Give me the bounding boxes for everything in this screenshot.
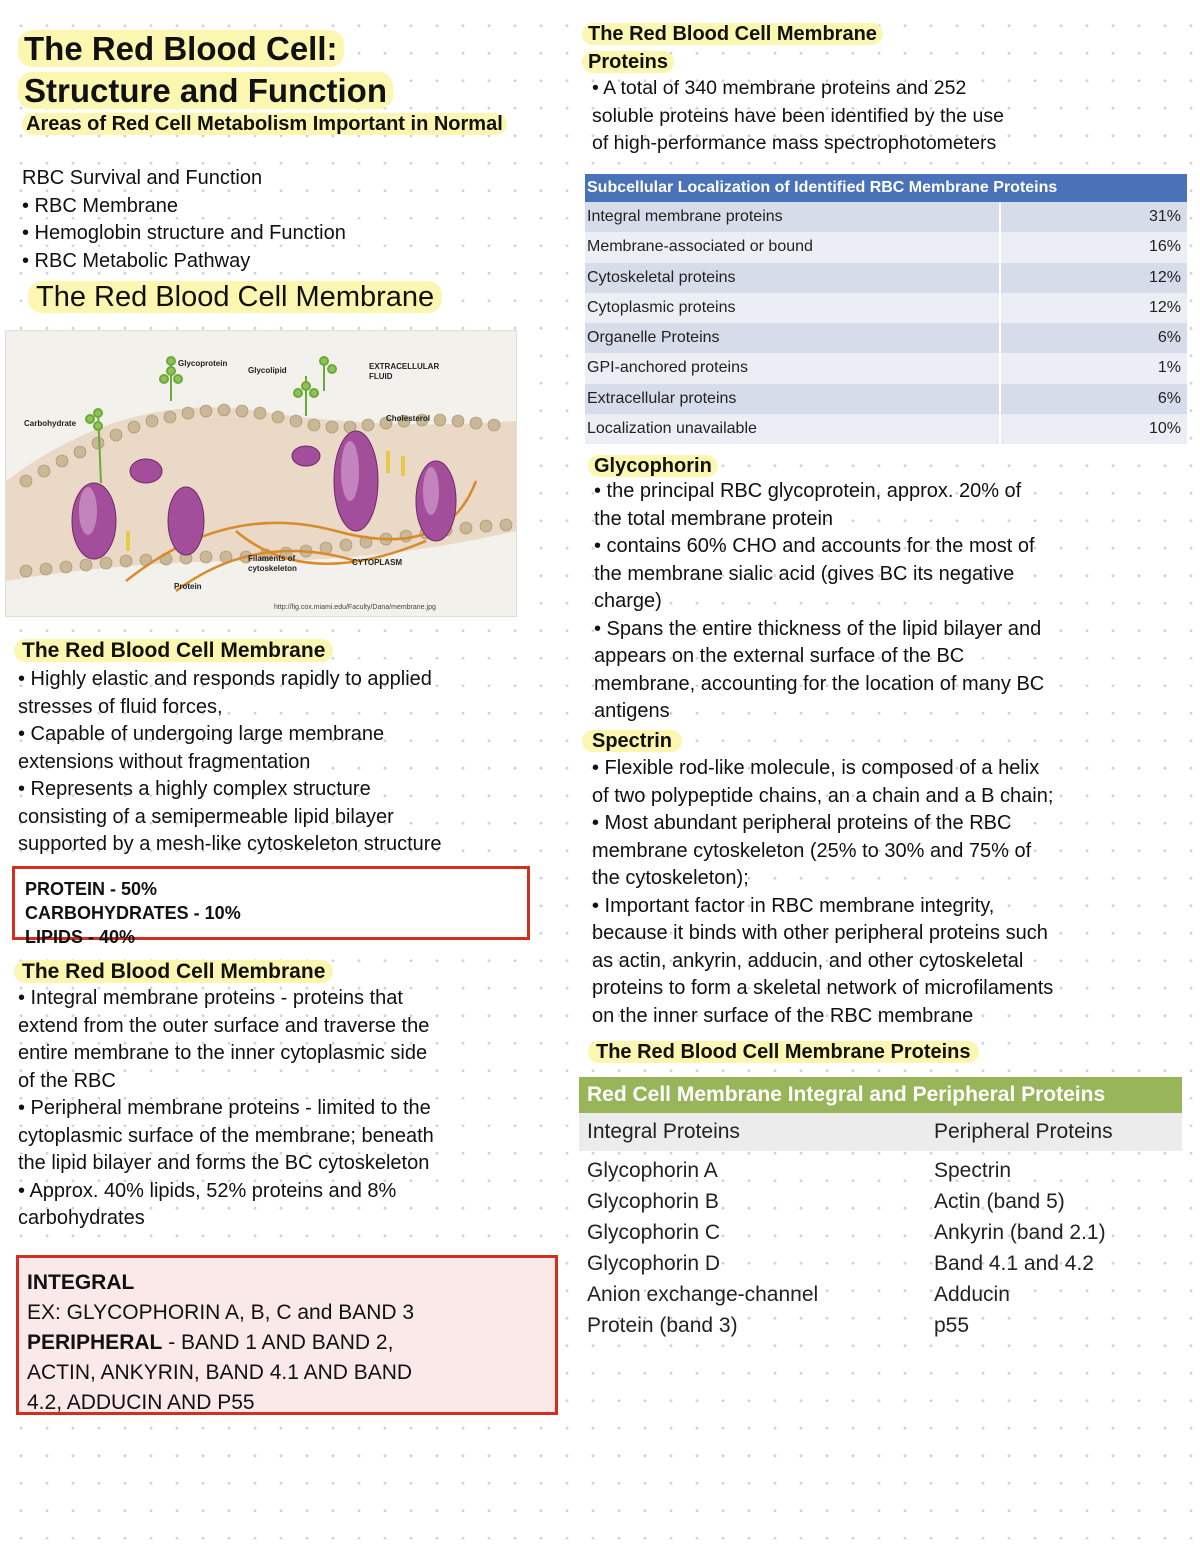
list-item: • Hemoglobin structure and Function <box>22 222 346 244</box>
table-row: Extracellular proteins 6% <box>585 384 1187 414</box>
page-title <box>18 28 538 112</box>
text-line: membrane, accounting for the location of many BC <box>594 672 1045 695</box>
text-line: soluble proteins have been identified by the use <box>592 104 1004 127</box>
integral-label: INTEGRAL <box>27 1271 135 1294</box>
text-line: the lipid bilayer and forms the BC cytoskeleton <box>18 1152 430 1174</box>
peripheral-label: PERIPHERAL <box>27 1331 163 1354</box>
text-line: • Represents a highly complex structure <box>18 778 371 800</box>
membrane-section-title: The Red Blood Cell Membrane <box>28 278 442 316</box>
glycophorin-heading: Glycophorin <box>588 452 718 480</box>
table-row: Cytoplasmic proteins 12% <box>585 293 1187 323</box>
label-glycolipid: Glycolipid <box>248 366 287 375</box>
label-filaments-1: Filaments of <box>248 554 296 563</box>
text-line: the cytoskeleton); <box>592 867 749 889</box>
table-row: GPI-anchored proteins 1% <box>585 353 1187 383</box>
composition-lipids: LIPIDS - 40% <box>25 927 136 947</box>
protein-types-box <box>16 1255 558 1415</box>
text-line: • Peripheral membrane proteins - limited to the <box>18 1097 431 1119</box>
metabolism-list <box>22 165 522 275</box>
text-line: the total membrane protein <box>594 507 834 530</box>
col-integral: Integral Proteins <box>587 1120 740 1143</box>
integral-peripheral-table <box>579 1077 1182 1341</box>
ip-table-title: Red Cell Membrane Integral and Peripheral Proteins <box>579 1077 1182 1113</box>
text-line: of two polypeptide chains, an a chain and a B chain; <box>592 784 1054 807</box>
proteins-text <box>592 75 1182 158</box>
text-line: • Flexible rod-like molecule, is composed of a helix <box>592 757 1040 779</box>
integral-text: EX: GLYCOPHORIN A, B, C and BAND 3 <box>27 1301 415 1324</box>
table-row: Glycophorin A Spectrin <box>587 1159 1012 1182</box>
glycophorin-text <box>594 478 1184 726</box>
localization-table-title: Subcellular Localization of Identified RBC Membrane Proteins <box>585 174 1187 202</box>
peripheral-line-3: 4.2, ADDUCIN AND P55 <box>27 1391 255 1414</box>
text-line: • the principal RBC glycoprotein, approx. 20% of <box>594 480 1022 502</box>
title-line-2: Structure and Function <box>18 72 393 109</box>
composition-protein: PROTEIN - 50% <box>25 879 158 899</box>
membrane-illustration <box>6 331 516 616</box>
text-line: stresses of fluid forces, <box>18 695 223 718</box>
label-carbohydrate: Carbohydrate <box>24 419 77 428</box>
membrane2-heading: The Red Blood Cell Membrane <box>14 958 333 986</box>
localization-table <box>585 174 1187 444</box>
label-glycoprotein: Glycoprotein <box>178 359 228 368</box>
table-row: Organelle Proteins 6% <box>585 323 1187 353</box>
metabolism-lead: RBC Survival and Function <box>22 167 263 189</box>
text-line: extend from the outer surface and traverse the <box>18 1014 430 1037</box>
text-line: cytoplasmic surface of the membrane; beneath <box>18 1124 434 1147</box>
table-row: Integral membrane proteins 31% <box>585 202 1187 232</box>
peripheral-text: - BAND 1 AND BAND 2, <box>162 1331 394 1354</box>
text-line: charge) <box>594 590 662 612</box>
text-line: entire membrane to the inner cytoplasmic side <box>18 1042 428 1064</box>
text-line: • Integral membrane proteins - proteins that <box>18 987 403 1009</box>
table-row: Glycophorin C Ankyrin (band 2.1) <box>587 1221 1106 1244</box>
text-line: • contains 60% CHO and accounts for the most of <box>594 535 1035 557</box>
text-line: extensions without fragmentation <box>18 750 311 773</box>
composition-carbohydrates: CARBOHYDRATES - 10% <box>25 903 241 923</box>
text-line: • Most abundant peripheral proteins of the RBC <box>592 812 1012 834</box>
text-line: • Capable of undergoing large membrane <box>18 723 385 745</box>
peripheral-line-2: ACTIN, ANKYRIN, BAND 4.1 AND BAND <box>27 1361 413 1384</box>
text-line: • Approx. 40% lipids, 52% proteins and 8% <box>18 1179 397 1202</box>
ip-table-header <box>579 1113 1182 1151</box>
proteins-heading: The Red Blood Cell Membrane Proteins <box>582 20 883 76</box>
table-row: Glycophorin B Actin (band 5) <box>587 1190 1065 1213</box>
membrane2-text <box>18 985 528 1233</box>
label-extracellular: EXTRACELLULAR <box>369 362 440 371</box>
list-item: • RBC Membrane <box>22 194 178 217</box>
text-line: of the RBC <box>18 1069 116 1092</box>
col-peripheral: Peripheral Proteins <box>934 1120 1113 1143</box>
text-line: the membrane sialic acid (gives BC its negative <box>594 562 1015 585</box>
text-line: • Spans the entire thickness of the lipid bilayer and <box>594 617 1042 640</box>
text-line: • Highly elastic and responds rapidly to applied <box>18 668 432 690</box>
text-line: membrane cytoskeleton (25% to 30% and 75% of <box>592 839 1032 862</box>
label-fluid: FLUID <box>369 372 393 381</box>
text-line: of high-performance mass spectrophotometers <box>592 132 997 154</box>
table-row: Membrane-associated or bound 16% <box>585 232 1187 262</box>
table-row: Protein (band 3) p55 <box>587 1314 970 1337</box>
metabolism-heading: Areas of Red Cell Metabolism Important in Normal <box>22 110 512 138</box>
membrane-diagram <box>5 330 517 617</box>
diagram-url: http://fig.cox.miami.edu/Faculty/Dana/membrane.jpg <box>274 604 436 611</box>
spectrin-heading: Spectrin <box>582 727 682 755</box>
table-row: Glycophorin D Band 4.1 and 4.2 <box>587 1252 1094 1275</box>
list-item: • RBC Metabolic Pathway <box>22 249 251 272</box>
label-filaments-2: cytoskeleton <box>248 564 297 573</box>
text-line: consisting of a semipermeable lipid bilayer <box>18 805 394 828</box>
text-line: on the inner surface of the RBC membrane <box>592 1004 974 1027</box>
text-line: proteins to form a skeletal network of microfilaments <box>592 977 1054 999</box>
label-cholesterol: Cholesterol <box>386 414 431 423</box>
text-line: • A total of 340 membrane proteins and 252 <box>592 77 967 99</box>
membrane1-text <box>18 666 528 859</box>
label-cytoplasm: CYTOPLASM <box>352 558 403 567</box>
title-line-1: The Red Blood Cell: <box>18 30 344 67</box>
text-line: antigens <box>594 700 670 722</box>
table-row: Localization unavailable 10% <box>585 414 1187 444</box>
table-row: Cytoskeletal proteins 12% <box>585 263 1187 293</box>
text-line: as actin, ankyrin, adducin, and other cytoskeletal <box>592 949 1024 972</box>
text-line: because it binds with other peripheral proteins such <box>592 922 1048 944</box>
text-line: carbohydrates <box>18 1207 145 1229</box>
proteins2-heading: The Red Blood Cell Membrane Proteins <box>588 1038 979 1066</box>
text-line: supported by a mesh-like cytoskeleton structure <box>18 833 442 855</box>
text-line: • Important factor in RBC membrane integrity, <box>592 894 995 917</box>
label-protein: Protein <box>174 582 202 591</box>
spectrin-text <box>592 755 1187 1030</box>
text-line: appears on the external surface of the BC <box>594 645 965 667</box>
table-row: Anion exchange-channel Adducin <box>587 1283 1010 1306</box>
membrane1-heading: The Red Blood Cell Membrane <box>14 637 333 665</box>
composition-box <box>12 866 530 947</box>
